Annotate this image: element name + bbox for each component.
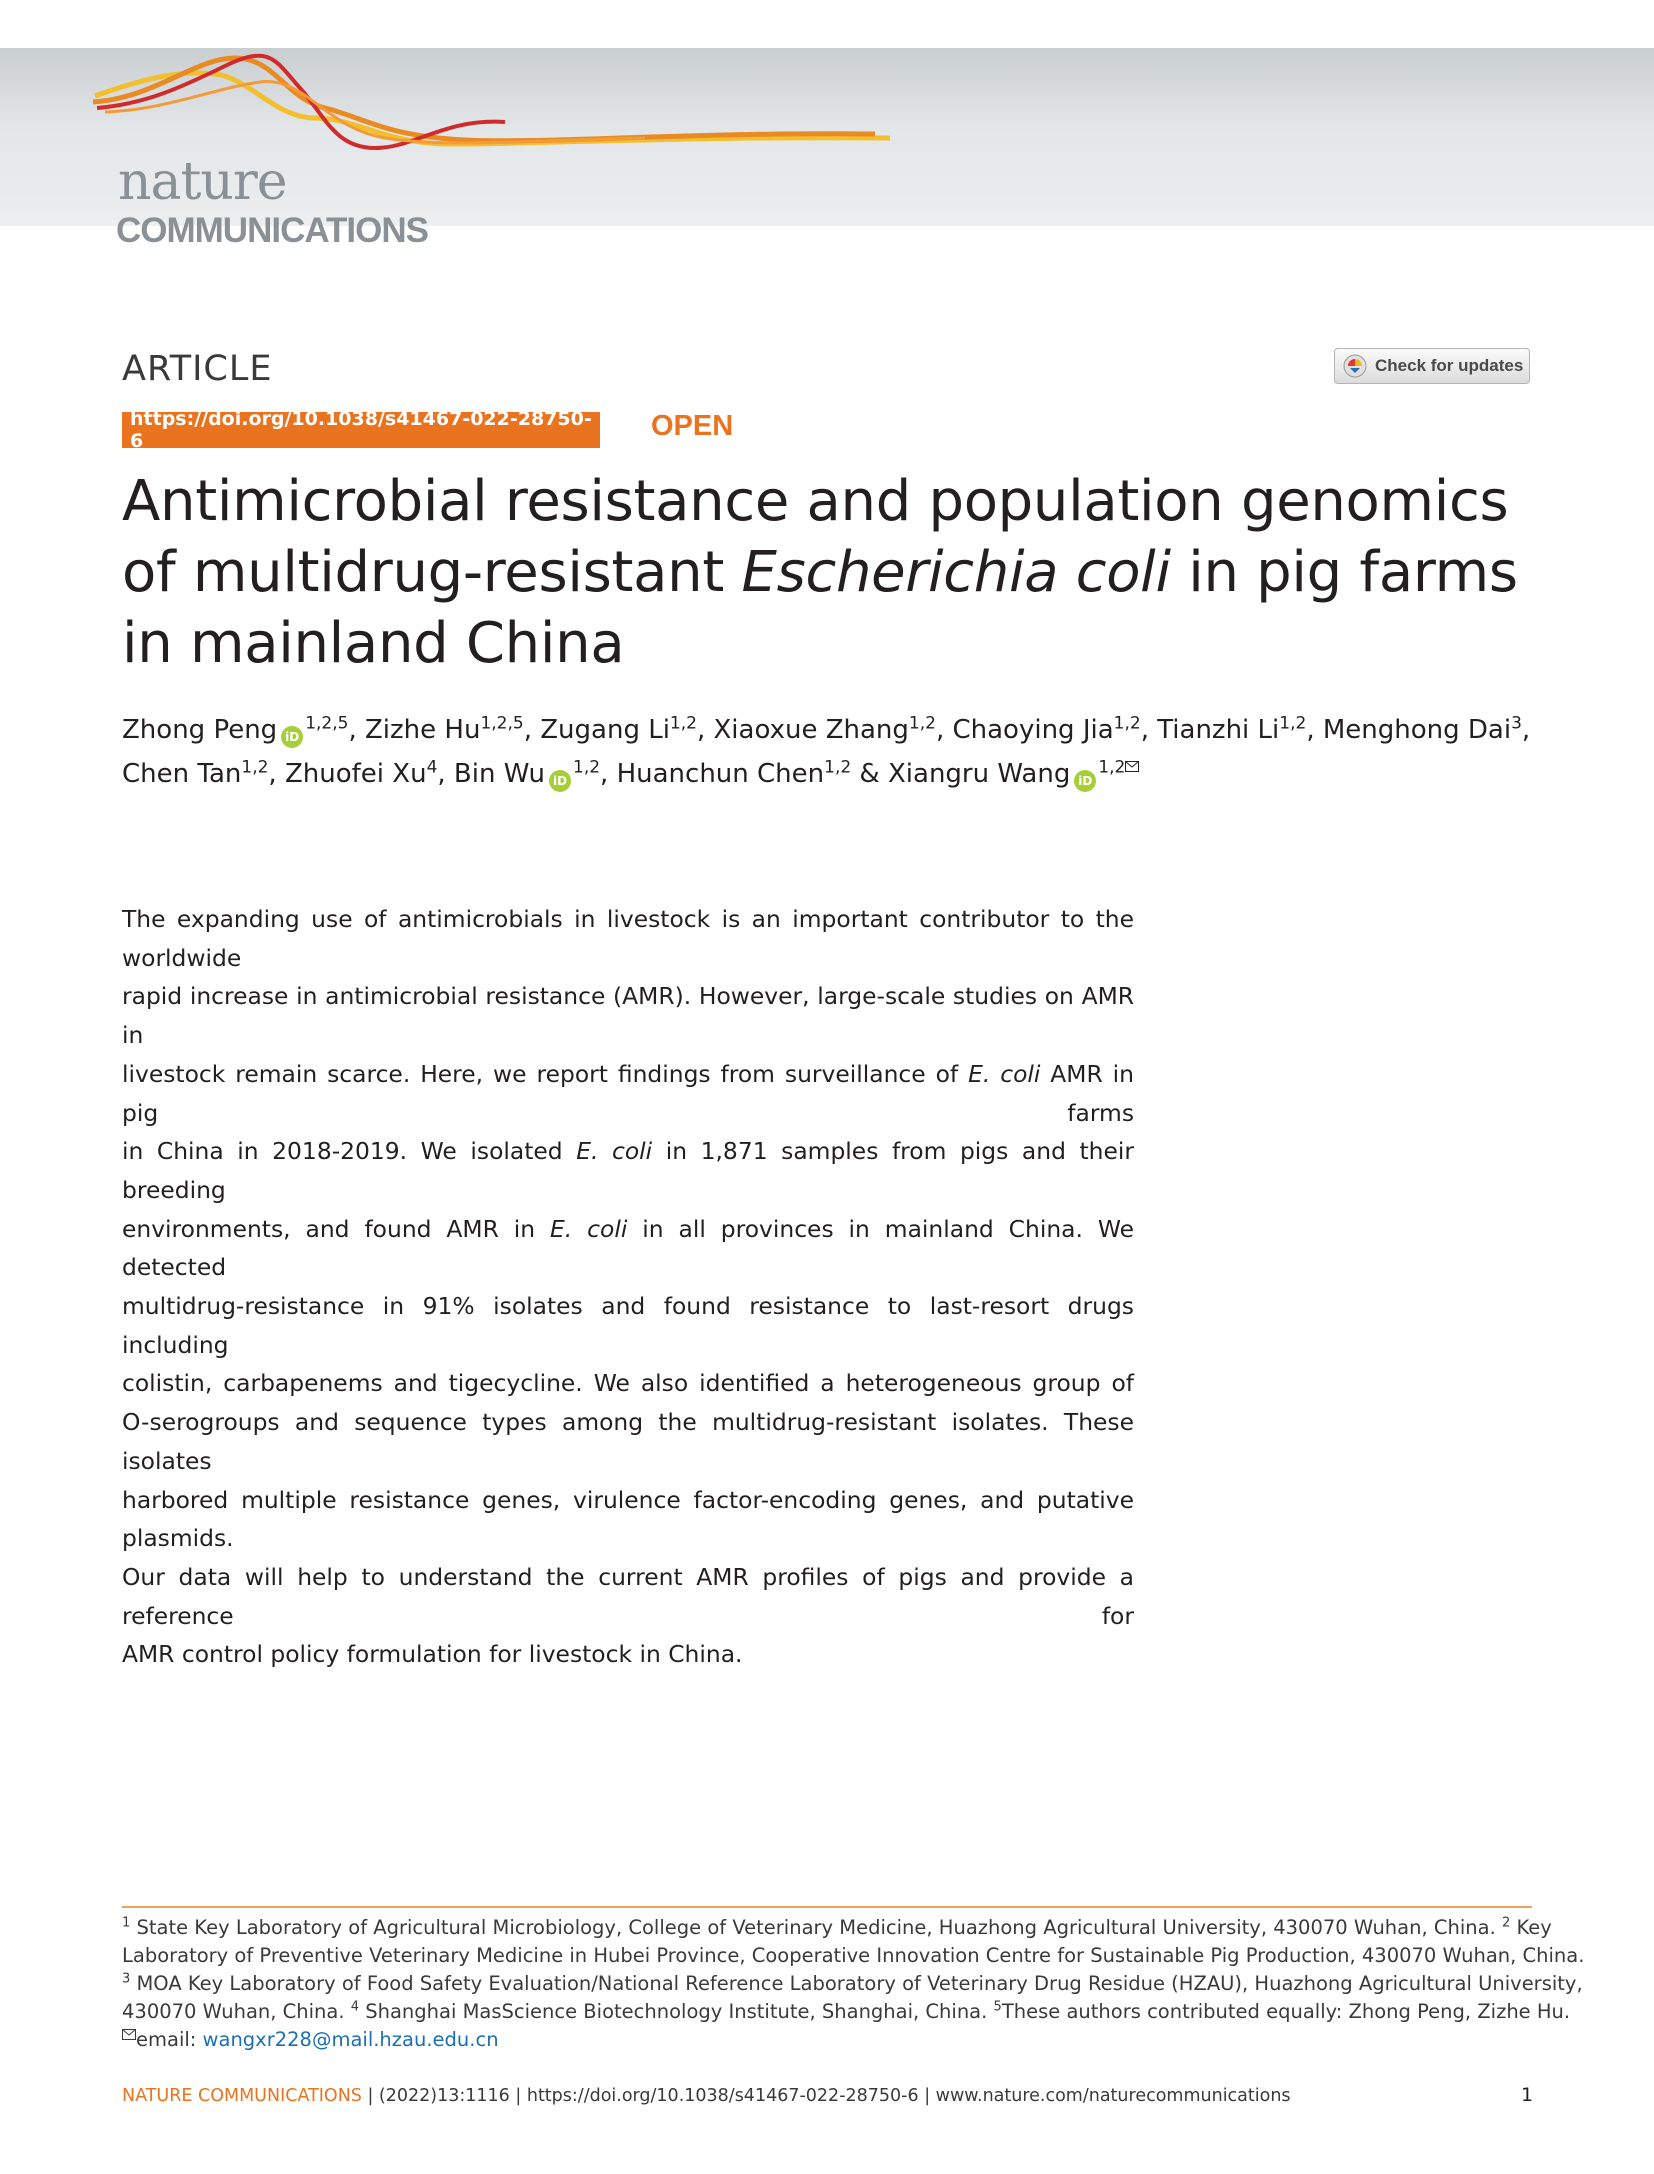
author-separator: , [600, 759, 617, 789]
author-separator: , [523, 715, 541, 745]
abstract-italic: E. coli [576, 1137, 653, 1166]
abstract-text: in 1,871 samples from pigs and their breeding [122, 1137, 1134, 1204]
footnote-line [122, 1970, 1583, 1998]
author-separator: , [935, 715, 953, 745]
abstract-italic: E. coli [968, 1059, 1041, 1088]
abstract-text: livestock remain scarce. Here, we report findings from surveillance of [122, 1059, 969, 1088]
author-affiliation-marker: 1,2,5 [480, 713, 524, 734]
logo-waves-graphic [85, 48, 905, 158]
author [952, 715, 1140, 745]
email-label: email: [136, 2028, 203, 2051]
footnote-marker: 3 [122, 1971, 131, 1987]
check-for-updates-button[interactable] [1334, 348, 1530, 384]
orcid-icon[interactable]: iD [549, 770, 571, 792]
doi-link[interactable]: https://doi.org/10.1038/s41467-022-28750-6 [122, 412, 600, 448]
abstract-line [122, 1132, 1134, 1209]
author-affiliation-marker: 1,2 [1113, 713, 1141, 734]
author [122, 715, 348, 745]
abstract-line: multidrug-resistance in 91% isolates and found resistance to last-resort drugs including [122, 1292, 1134, 1359]
footer-separator: | [361, 2086, 379, 2106]
author-name: Tianzhi Li [1157, 715, 1280, 745]
page-footer [122, 2086, 1291, 2106]
abstract-line: The expanding use of antimicrobials in livestock is an important contributor to the worldwide [122, 905, 1134, 972]
author-name: Zizhe Hu [364, 715, 481, 745]
abstract-text: in all provinces in mainland China. We detected [122, 1214, 1135, 1282]
author-name: Menghong Dai [1322, 715, 1512, 745]
footer-journal-url-link[interactable]: www.nature.com/naturecommunications [935, 2086, 1291, 2106]
footer-journal-name: NATURE COMMUNICATIONS [122, 2086, 362, 2106]
author [888, 759, 1139, 789]
abstract-line: colistin, carbapenems and tigecycline. We also identified a heterogeneous group of [122, 1369, 1134, 1398]
footer-doi-link[interactable]: https://doi.org/10.1038/s41467-022-28750-6 [526, 2086, 919, 2106]
title-text-part2: in pig farms in mainland China [122, 540, 1518, 676]
footnote-marker: 1 [122, 1915, 131, 1931]
author-name: Zhuofei Xu [284, 759, 427, 789]
author-separator: , [1521, 715, 1531, 745]
author-affiliation-marker: 1,2 [908, 713, 936, 734]
abstract-line [122, 1210, 1134, 1287]
footer-separator: | [918, 2086, 936, 2106]
footnote-marker: 4 [350, 1999, 360, 2015]
abstract-text: AMR in pig farms [122, 1059, 1134, 1127]
author-name: Chen Tan [122, 759, 242, 789]
orcid-icon[interactable]: iD [281, 726, 303, 748]
footer-separator: | [509, 2086, 527, 2106]
corresponding-email-link[interactable]: wangxr228@mail.hzau.edu.cn [202, 2028, 499, 2051]
author-affiliation-marker: 3 [1511, 713, 1522, 734]
footnote-marker: 2 [1501, 1915, 1511, 1931]
orcid-icon[interactable]: iD [1074, 770, 1096, 792]
author [540, 715, 697, 745]
footnote-line [122, 1998, 1571, 2026]
author-name: Huanchun Chen [616, 759, 825, 789]
author-name: Bin Wu [453, 759, 545, 789]
author-affiliation-marker: 1,2 [573, 757, 601, 778]
author-affiliation-marker: 1,2 [1098, 757, 1126, 778]
footnote-marker: 5 [993, 1999, 1002, 2015]
affiliation-text: MOA Key Laboratory of Food Safety Evaluation/National Reference Laboratory of Veterinary Drug Residue (HZAU), Huazhong Agricultural University, [136, 1972, 1583, 1995]
corresponding-author-envelope-icon[interactable] [1125, 761, 1139, 772]
author-separator: , [268, 759, 285, 789]
footnote-line [122, 2026, 1537, 2054]
footnote-line: Laboratory of Preventive Veterinary Medicine in Hubei Province, Cooperative Innovation Centre for Sustainable Pig Production, 430070 Wuhan, China. [122, 1944, 1585, 1967]
affiliation-text: Shanghai MasScience Biotechnology Institute, Shanghai, China. [365, 2000, 988, 2023]
author-separator: & [851, 759, 888, 789]
author-list [122, 708, 1542, 796]
footnote-line [122, 1914, 1552, 1942]
author-name: Xiangru Wang [887, 759, 1071, 789]
author [714, 715, 936, 745]
article-type-label: ARTICLE [122, 349, 273, 389]
check-updates-icon [1343, 354, 1367, 378]
author [285, 759, 437, 789]
abstract-line: Our data will help to understand the current AMR profiles of pigs and provide a reference for [122, 1562, 1134, 1630]
envelope-icon [122, 2029, 136, 2040]
affiliation-text: State Key Laboratory of Agricultural Microbiology, College of Veterinary Medicine, Huazhong Agricultural University, 430070 Wuhan, China. [136, 1916, 1496, 1939]
author-separator: , [1140, 715, 1158, 745]
author [454, 759, 600, 789]
footer-citation: (2022)13:1116 [378, 2086, 510, 2106]
author [1323, 715, 1522, 745]
title-species-italic: Escherichia coli [741, 540, 1171, 605]
title-text-part1: Antimicrobial resistance and population genomics of multidrug-resistant [122, 469, 1509, 605]
open-access-label: OPEN [651, 410, 734, 442]
abstract-text: environments, and found AMR in [122, 1214, 551, 1243]
author-affiliation-marker: 1,2 [1279, 713, 1307, 734]
journal-header-banner [0, 48, 1654, 250]
affiliation-text: 430070 Wuhan, China. [122, 2000, 345, 2023]
author-affiliation-marker: 1,2 [669, 713, 697, 734]
article-title [122, 466, 1542, 679]
abstract-line [122, 1055, 1134, 1132]
author-name: Xiaoxue Zhang [713, 715, 909, 745]
affiliation-text: Key [1516, 1916, 1552, 1939]
author-name: Zugang Li [540, 715, 670, 745]
author-name: Chaoying Jia [952, 715, 1114, 745]
author-affiliation-marker: 1,2 [241, 757, 269, 778]
abstract [122, 900, 1134, 1674]
author-affiliation-marker: 1,2 [824, 757, 852, 778]
author-affiliation-marker: 4 [426, 757, 438, 778]
abstract-text: in China in 2018-2019. We isolated [122, 1137, 577, 1166]
author [365, 715, 524, 745]
affiliation-footnotes [122, 1914, 1585, 2054]
author-affiliation-marker: 1,2,5 [305, 713, 349, 734]
abstract-line: O-serogroups and sequence types among the multidrug-resistant isolates. These isolates [122, 1408, 1134, 1475]
abstract-line: harbored multiple resistance genes, virulence factor-encoding genes, and putative plasmids. [122, 1485, 1134, 1553]
equal-contribution-note: These authors contributed equally: Zhong Peng, Zizhe Hu. [1001, 2000, 1571, 2023]
author-separator: , [1306, 715, 1323, 745]
author-name: Zhong Peng [122, 715, 278, 745]
abstract-italic: E. coli [550, 1214, 628, 1243]
abstract-line: AMR control policy formulation for livestock in China. [122, 1640, 743, 1669]
author-separator: , [348, 715, 365, 745]
journal-logo-communications: COMMUNICATIONS [116, 211, 428, 250]
author [122, 759, 268, 789]
author-separator: , [437, 759, 454, 789]
page-number: 1 [1521, 2084, 1534, 2106]
footnote-divider [122, 1906, 1532, 1908]
abstract-line: rapid increase in antimicrobial resistance (AMR). However, large-scale studies on AMR in [122, 982, 1134, 1050]
journal-logo-nature: nature [118, 152, 287, 212]
author [1157, 715, 1306, 745]
check-updates-label: Check for updates [1375, 356, 1524, 375]
author-separator: , [696, 715, 714, 745]
author [617, 759, 852, 789]
